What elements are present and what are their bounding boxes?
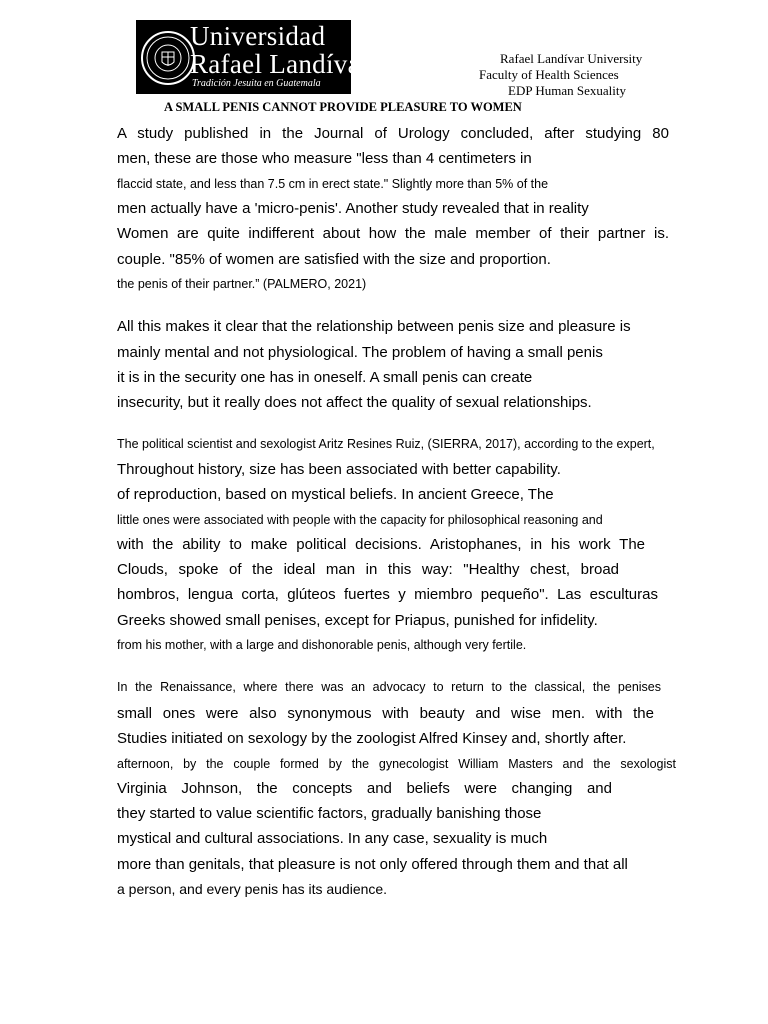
paragraph-line: mainly mental and not physiological. The problem of having a small penis — [117, 344, 603, 361]
paragraph-line: hombros, lengua corta, glúteos fuertes y miembro pequeño". Las esculturas — [117, 586, 658, 603]
paragraph-line: mystical and cultural associations. In any case, sexuality is much — [117, 830, 548, 847]
paragraph-line: a person, and every penis has its audience. — [117, 881, 388, 897]
paragraph-line: Studies initiated on sexology by the zoologist Alfred Kinsey and, shortly after. — [117, 730, 627, 747]
document-title: A SMALL PENIS CANNOT PROVIDE PLEASURE TO WOMEN — [164, 100, 522, 114]
paragraph-line: the penis of their partner.” (PALMERO, 2021) — [117, 277, 367, 291]
paragraph-line: All this makes it clear that the relationship between penis size and pleasure is — [117, 318, 631, 335]
paragraph-line: it is in the security one has in oneself. A small penis can create — [117, 369, 533, 386]
paragraph-line: The political scientist and sexologist Aritz Resines Ruiz, (SIERRA, 2017), according to the expert, — [117, 437, 655, 451]
paragraph-line: little ones were associated with people with the capacity for philosophical reasoning and — [117, 513, 603, 527]
paragraph-line: Clouds, spoke of the ideal man in this way: "Healthy chest, broad — [117, 561, 619, 578]
logo-text-universidad: Universidad — [190, 21, 326, 51]
header-university: Rafael Landívar University — [500, 51, 643, 66]
university-logo — [136, 20, 370, 94]
paragraph-line: Women are quite indifferent about how the male member of their partner is. — [117, 225, 669, 242]
paragraph-line: A study published in the Journal of Urology concluded, after studying 80 — [117, 125, 669, 142]
paragraph-line: with the ability to make political decisions. Aristophanes, in his work The — [117, 536, 645, 553]
paragraph-line: men actually have a 'micro-penis'. Another study revealed that in reality — [117, 200, 589, 217]
paragraph-line: they started to value scientific factors, gradually banishing those — [117, 805, 542, 822]
paragraph-line: Virginia Johnson, the concepts and beliefs were changing and — [117, 780, 612, 797]
paragraph-line: men, these are those who measure "less than 4 centimeters in — [117, 150, 532, 167]
paragraph-line: more than genitals, that pleasure is not only offered through them and that all — [117, 856, 628, 873]
paragraph-line: couple. "85% of women are satisfied with the size and proportion. — [117, 251, 551, 268]
paragraph-line: from his mother, with a large and dishonorable penis, although very fertile. — [117, 638, 527, 652]
header-faculty: Faculty of Health Sciences — [479, 67, 619, 82]
header-course: EDP Human Sexuality — [508, 83, 626, 98]
paragraph-line: Greeks showed small penises, except for Priapus, punished for infidelity. — [117, 612, 598, 629]
paragraph-line: flaccid state, and less than 7.5 cm in erect state." Slightly more than 5% of the — [117, 177, 549, 191]
paragraph-line: insecurity, but it really does not affect the quality of sexual relationships. — [117, 394, 592, 411]
logo-motto: Tradición Jesuita en Guatemala — [192, 78, 321, 89]
paragraph-line: small ones were also synonymous with beauty and wise men. with the — [117, 705, 654, 722]
paragraph-line: Throughout history, size has been associated with better capability. — [117, 461, 561, 478]
paragraph-line: of reproduction, based on mystical beliefs. In ancient Greece, The — [117, 486, 554, 503]
logo-text-rafael-landivar: Rafael Landívar — [190, 49, 370, 79]
paragraph-line: afternoon, by the couple formed by the gynecologist William Masters and the sexologist — [117, 757, 676, 771]
paragraph-line: In the Renaissance, where there was an advocacy to return to the classical, the penises — [117, 680, 661, 694]
